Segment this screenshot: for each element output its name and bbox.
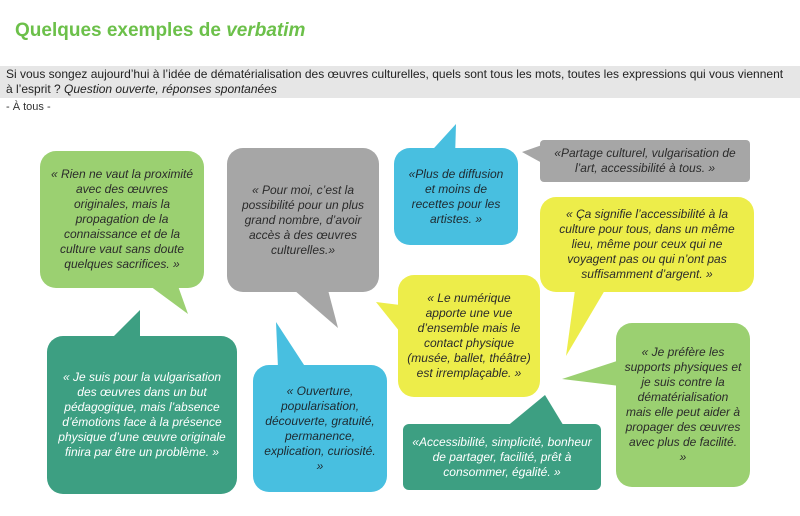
quote-text: « Pour moi, c’est la possibilité pour un plus grand nombre, d’avoir accès à des œuvres culturelles.» (241, 182, 365, 257)
quote-text: «Plus de diffusion et moins de recettes pour les artistes. » (408, 166, 504, 226)
quote-bubble-5 (540, 197, 754, 292)
tail-q1 (150, 286, 188, 314)
quote-bubble-10 (403, 424, 601, 490)
quote-text: « Je préfère les supports physiques et je suis contre la dématérialisation mais elle peut aider à propager des œuvres avec plus de facilité. » (624, 345, 742, 464)
tail-q6 (112, 310, 140, 338)
quote-text: «Accessibilité, simplicité, bonheur de partager, facilité, prêt à consommer, égalité. » (412, 434, 592, 479)
quote-text: « Le numérique apporte une vue d’ensemble mais le contact physique (musée, ballet, théâtre) est irremplaçable. » (407, 291, 531, 380)
quote-bubble-2 (227, 148, 379, 292)
quote-text: « Ouverture, popularisation, découverte, gratuité, permanence, explication, curiosité. » (264, 383, 376, 473)
tail-q2 (294, 290, 338, 328)
quote-text: «Partage culturel, vulgarisation de l’art, accessibilité à tous. » (554, 146, 736, 175)
title-emphasis: verbatim (226, 20, 306, 41)
question-note: Question ouverte, réponses spontanées (64, 82, 277, 96)
tail-q5 (566, 290, 605, 356)
quote-text: « Je suis pour la vulgarisation des œuvres dans un but pédagogique, mais l’absence d’émotions face à la présence physique d’une œuvre originale finira par être un problème. » (58, 370, 226, 459)
quote-bubble-6 (47, 336, 237, 494)
tail-q9 (562, 360, 620, 386)
quote-bubble-8 (398, 275, 540, 397)
tail-q4 (522, 145, 542, 163)
quote-bubble-3 (394, 148, 518, 245)
quote-bubble-9 (616, 323, 750, 487)
tail-q7 (276, 322, 306, 368)
tail-q8 (376, 302, 400, 332)
quote-bubble-1 (40, 151, 204, 288)
quote-text: « Rien ne vaut la proximité avec des œuvres originales, mais la propagation de la connaissance et de la culture vaut sans doute quelques sacrifices. » (50, 167, 194, 271)
quote-text: « Ça signifie l’accessibilité à la culture pour tous, dans un même lieu, même pour ceux qui ne voyagent pas ou qui n’ont pas suffisamment d’argent. » (559, 207, 735, 281)
question-text: Si vous songez aujourd’hui à l’idée de dématérialisation des œuvres culturelles, quels sont tous les mots, toutes les expressions qui vous viennent à l’esprit ? (6, 67, 784, 96)
title-prefix: Quelques exemples de (15, 20, 221, 41)
quote-bubble-7 (253, 365, 387, 492)
quote-bubble-4 (540, 140, 750, 182)
audience-label: - À tous - (6, 101, 51, 113)
